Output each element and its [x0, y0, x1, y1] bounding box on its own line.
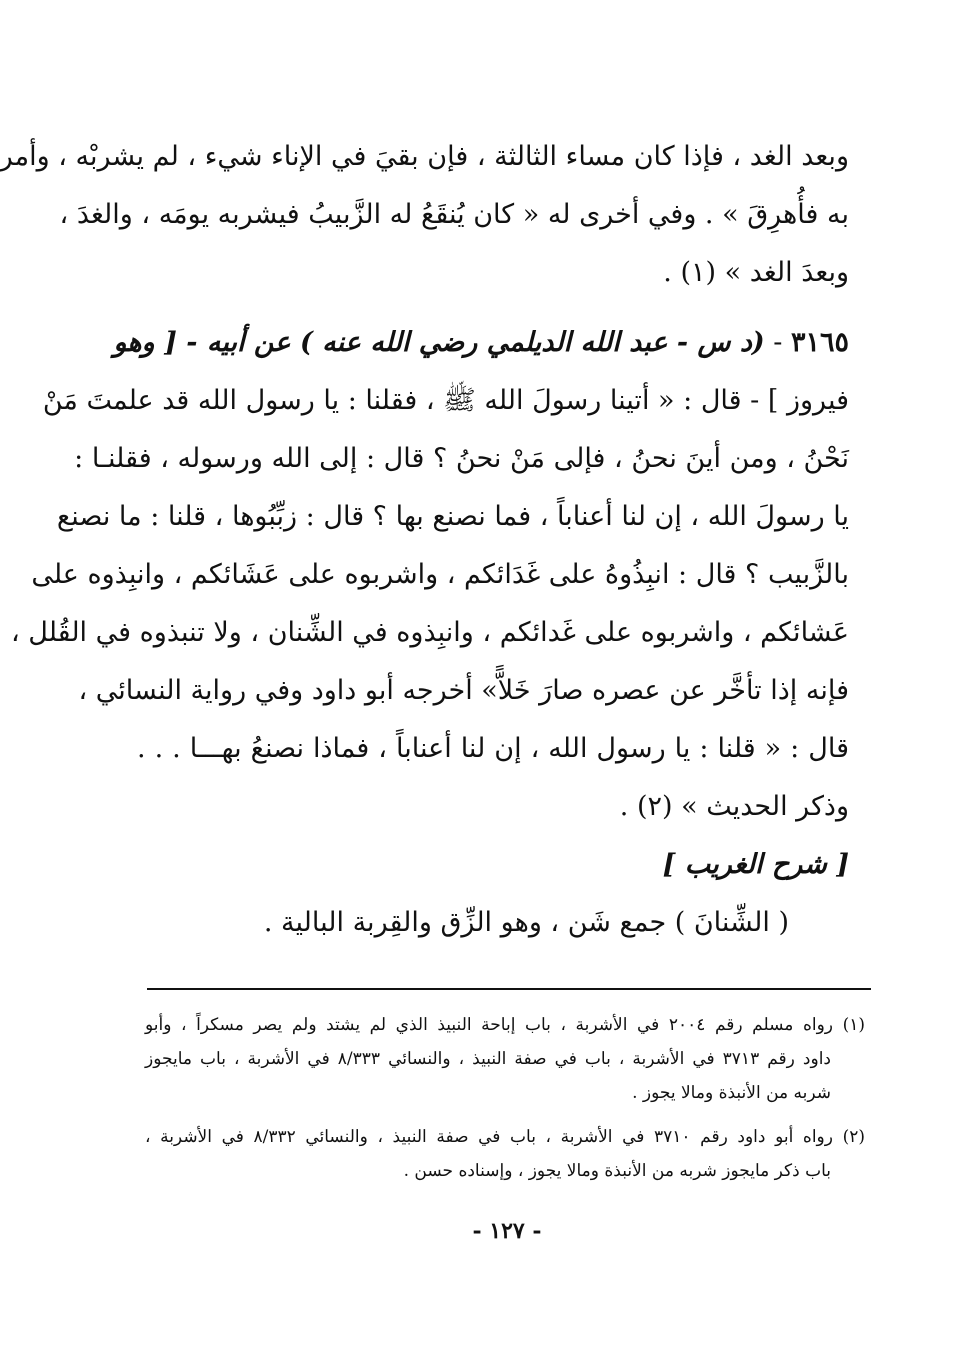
hadith-3165-line-5: بالزَّبيب ؟ قال : انبِذُوهُ على غَدَائكم ، واشربوه على عَشَائكم ، وانبِذوه على [31, 559, 849, 590]
hadith-3165-line-4: يا رسولَ الله ، إن لنا أعناباً ، فما نصنع بها ؟ قال : زبِّبُوها ، قلنا : ما نصنع [56, 501, 849, 532]
gharib-heading: [ شرح الغريب ] [662, 849, 849, 880]
footnote-2-line-2: باب ذكر مايجوز شربه من الأنبذة ومالا يجوز ، وإسناده حسن . [403, 1161, 831, 1181]
hadith-3165-line-6: عَشائكم ، واشربوه على غَدائكم ، وانبِذوه في الشِّنان ، ولا تنبذوه في القُلل ، [10, 617, 849, 648]
footnote-separator [147, 988, 871, 990]
main-text [0, 128, 849, 952]
page-number: - ١٢٧ - [472, 1218, 542, 1244]
footnote-1-line-3: شربه من الأنبذة ومالا يجوز . [632, 1083, 831, 1103]
hadith-3164-line-2: به فأُهرِقَ » . وفي أخرى له « كان يُنقَعُ له الزَّبيبُ فيشربه يومَه ، والغدَ ، [59, 199, 849, 230]
gharib-line: ( الشِّنانَ ) جمع شَن ، وهو الزِّق والقِربة البالية . [263, 907, 789, 938]
hadith-3165-line-9: وذكر الحديث » (٢) . [619, 791, 849, 822]
footnote-1-line-2: داود رقم ٣٧١٣ في الأشربة ، باب في صفة النبيذ ، والنسائي ٨/٣٣٣ في الأشربة ، باب مايجوز [145, 1049, 832, 1069]
hadith-3165-line-7: فإنه إذا تأخَّر عن عصره صارَ خَلاًّ» أخرجه أبو داود وفي رواية النسائي ، [78, 675, 849, 706]
hadith-3164-line-3: وبعدَ الغد » (١) . [663, 257, 849, 288]
footnote-1-line-1: (١) رواه مسلم رقم ٢٠٠٤ في الأشربة ، باب إباحة النبيذ الذي لم يشتد ولم يصر مسكراً ، وأبو [145, 1015, 865, 1035]
hadith-number: ٣١٦٥ [790, 327, 849, 358]
hadith-3164-line-1: وبعد الغد ، فإذا كان مساء الثالثة ، فإن بقيَ في الإناء شيء ، لم يشربْه ، وأمر [0, 141, 849, 172]
hadith-3165-line-1: ٣١٦٥ - (د س - عبد الله الديلمي رضي الله عنه ) عن أبيه - [ وهو [113, 327, 849, 358]
hadith-narrator: (د س - عبد الله الديلمي رضي الله عنه ) عن أبيه - [ وهو [113, 327, 765, 358]
hadith-3165-line-3: نَحْنُ ، ومن أينَ نحنُ ، فإلى مَنْ نحنُ ؟ قال : إلى الله ورسوله ، فقلنـا : [74, 443, 849, 474]
hadith-3165-line-2: فيروز ] - قال : « أتينا رسولَ الله ﷺ ، فقلنا : يا رسول الله قد علمتَ مَنْ [42, 385, 849, 416]
footnotes [145, 1008, 865, 1188]
hadith-3165-line-8: قال : « قلنا : يا رسول الله ، إن لنا أعناباً ، فماذا نصنعُ بهـــا . . . [137, 733, 849, 764]
footnote-2-line-1: (٢) رواه أبو داود رقم ٣٧١٠ في الأشربة ، باب في صفة النبيذ ، والنسائي ٨/٣٣٢ في الأشربة ، [145, 1127, 865, 1147]
